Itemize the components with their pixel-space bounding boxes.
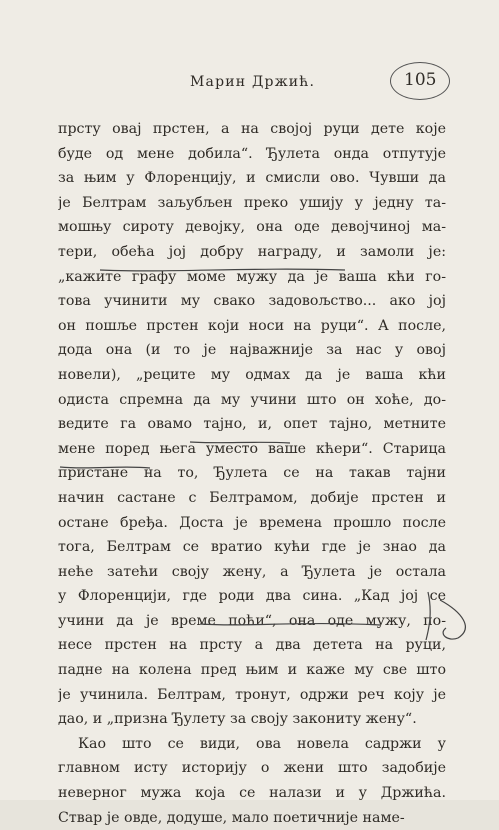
page-number: 105 [404, 70, 437, 90]
text-line: у Флоренцији, где роди два сина. „Кад јој се [58, 588, 446, 605]
text-line: дода она (и то је најважније за нас у овој [58, 342, 446, 359]
text-line: Као што се види, ова новела садржи у [78, 735, 446, 752]
text-line: това учинити му свако задовољство... ако јој [58, 293, 446, 310]
text-line: новели), „реците му одмах да је ваша кћи [58, 366, 446, 383]
text-line: главном исту историју о жени што задобије [58, 760, 446, 777]
text-line: несе прстен на прсту а два детета на руци, [58, 637, 446, 654]
text-line: „кажите графу моме мужу да је ваша кћи го- [58, 268, 446, 285]
text-line: за њим у Флоренцију, и смисли ово. Чувши да [58, 170, 446, 187]
text-line: он пошље прстен који носи на руци“. А после, [58, 317, 446, 334]
text-line: је Белтрам заљубљен преко ушију у једну та- [58, 194, 446, 211]
text-line: неверног мужа која се налази и у Држића. [58, 785, 446, 802]
text-line: учини да је време поћи“, она оде мужу, по- [58, 612, 446, 629]
margin-bracket-mark [440, 600, 465, 639]
text-line: тери, обећа јој добру награду, и замоли је: [58, 243, 446, 260]
text-line: тога, Белтрам се вратио кући где је знао да [58, 539, 446, 556]
text-line: је учинила. Белтрам, тронут, одржи реч коју је [58, 686, 446, 703]
underline-mark [100, 269, 345, 271]
text-line: Ствар је овде, додуше, мало поетичније наме- [58, 809, 405, 826]
margin-bracket-mark [426, 592, 430, 640]
text-line: остане бређа. Доста је времена прошло после [58, 514, 446, 531]
text-line: мошњу сироту девојку, она оде девојчиној ма- [58, 219, 446, 236]
text-line: падне на колена пред њим и каже му све што [58, 662, 446, 679]
text-line: начин састане с Белтрамом, добије прстен и [58, 489, 446, 506]
text-line: буде од мене добила“. Ђулета онда отпутује [58, 145, 446, 162]
text-line: пристане на то, Ђулета се на такав тајни [58, 465, 446, 482]
text-line: прсту овај прстен, а на својој руци дете које [58, 121, 446, 137]
running-title: Марин Држић. [190, 74, 316, 90]
underline-mark [190, 442, 290, 443]
text-line: мене поред њега уместо ваше кћери“. Старица [58, 440, 446, 457]
text-line: ведите га овамо тајно, и, опет тајно, метните [58, 416, 446, 433]
underline-mark [200, 624, 380, 625]
text-line: дао, и „призна Ђулету за своју закониту жену“. [58, 711, 417, 728]
text-line: одиста спремна да му учини што он хоће, до- [58, 391, 446, 408]
text-line: неће затећи своју жену, а Ђулета је остала [58, 563, 446, 580]
underline-mark [60, 467, 150, 468]
